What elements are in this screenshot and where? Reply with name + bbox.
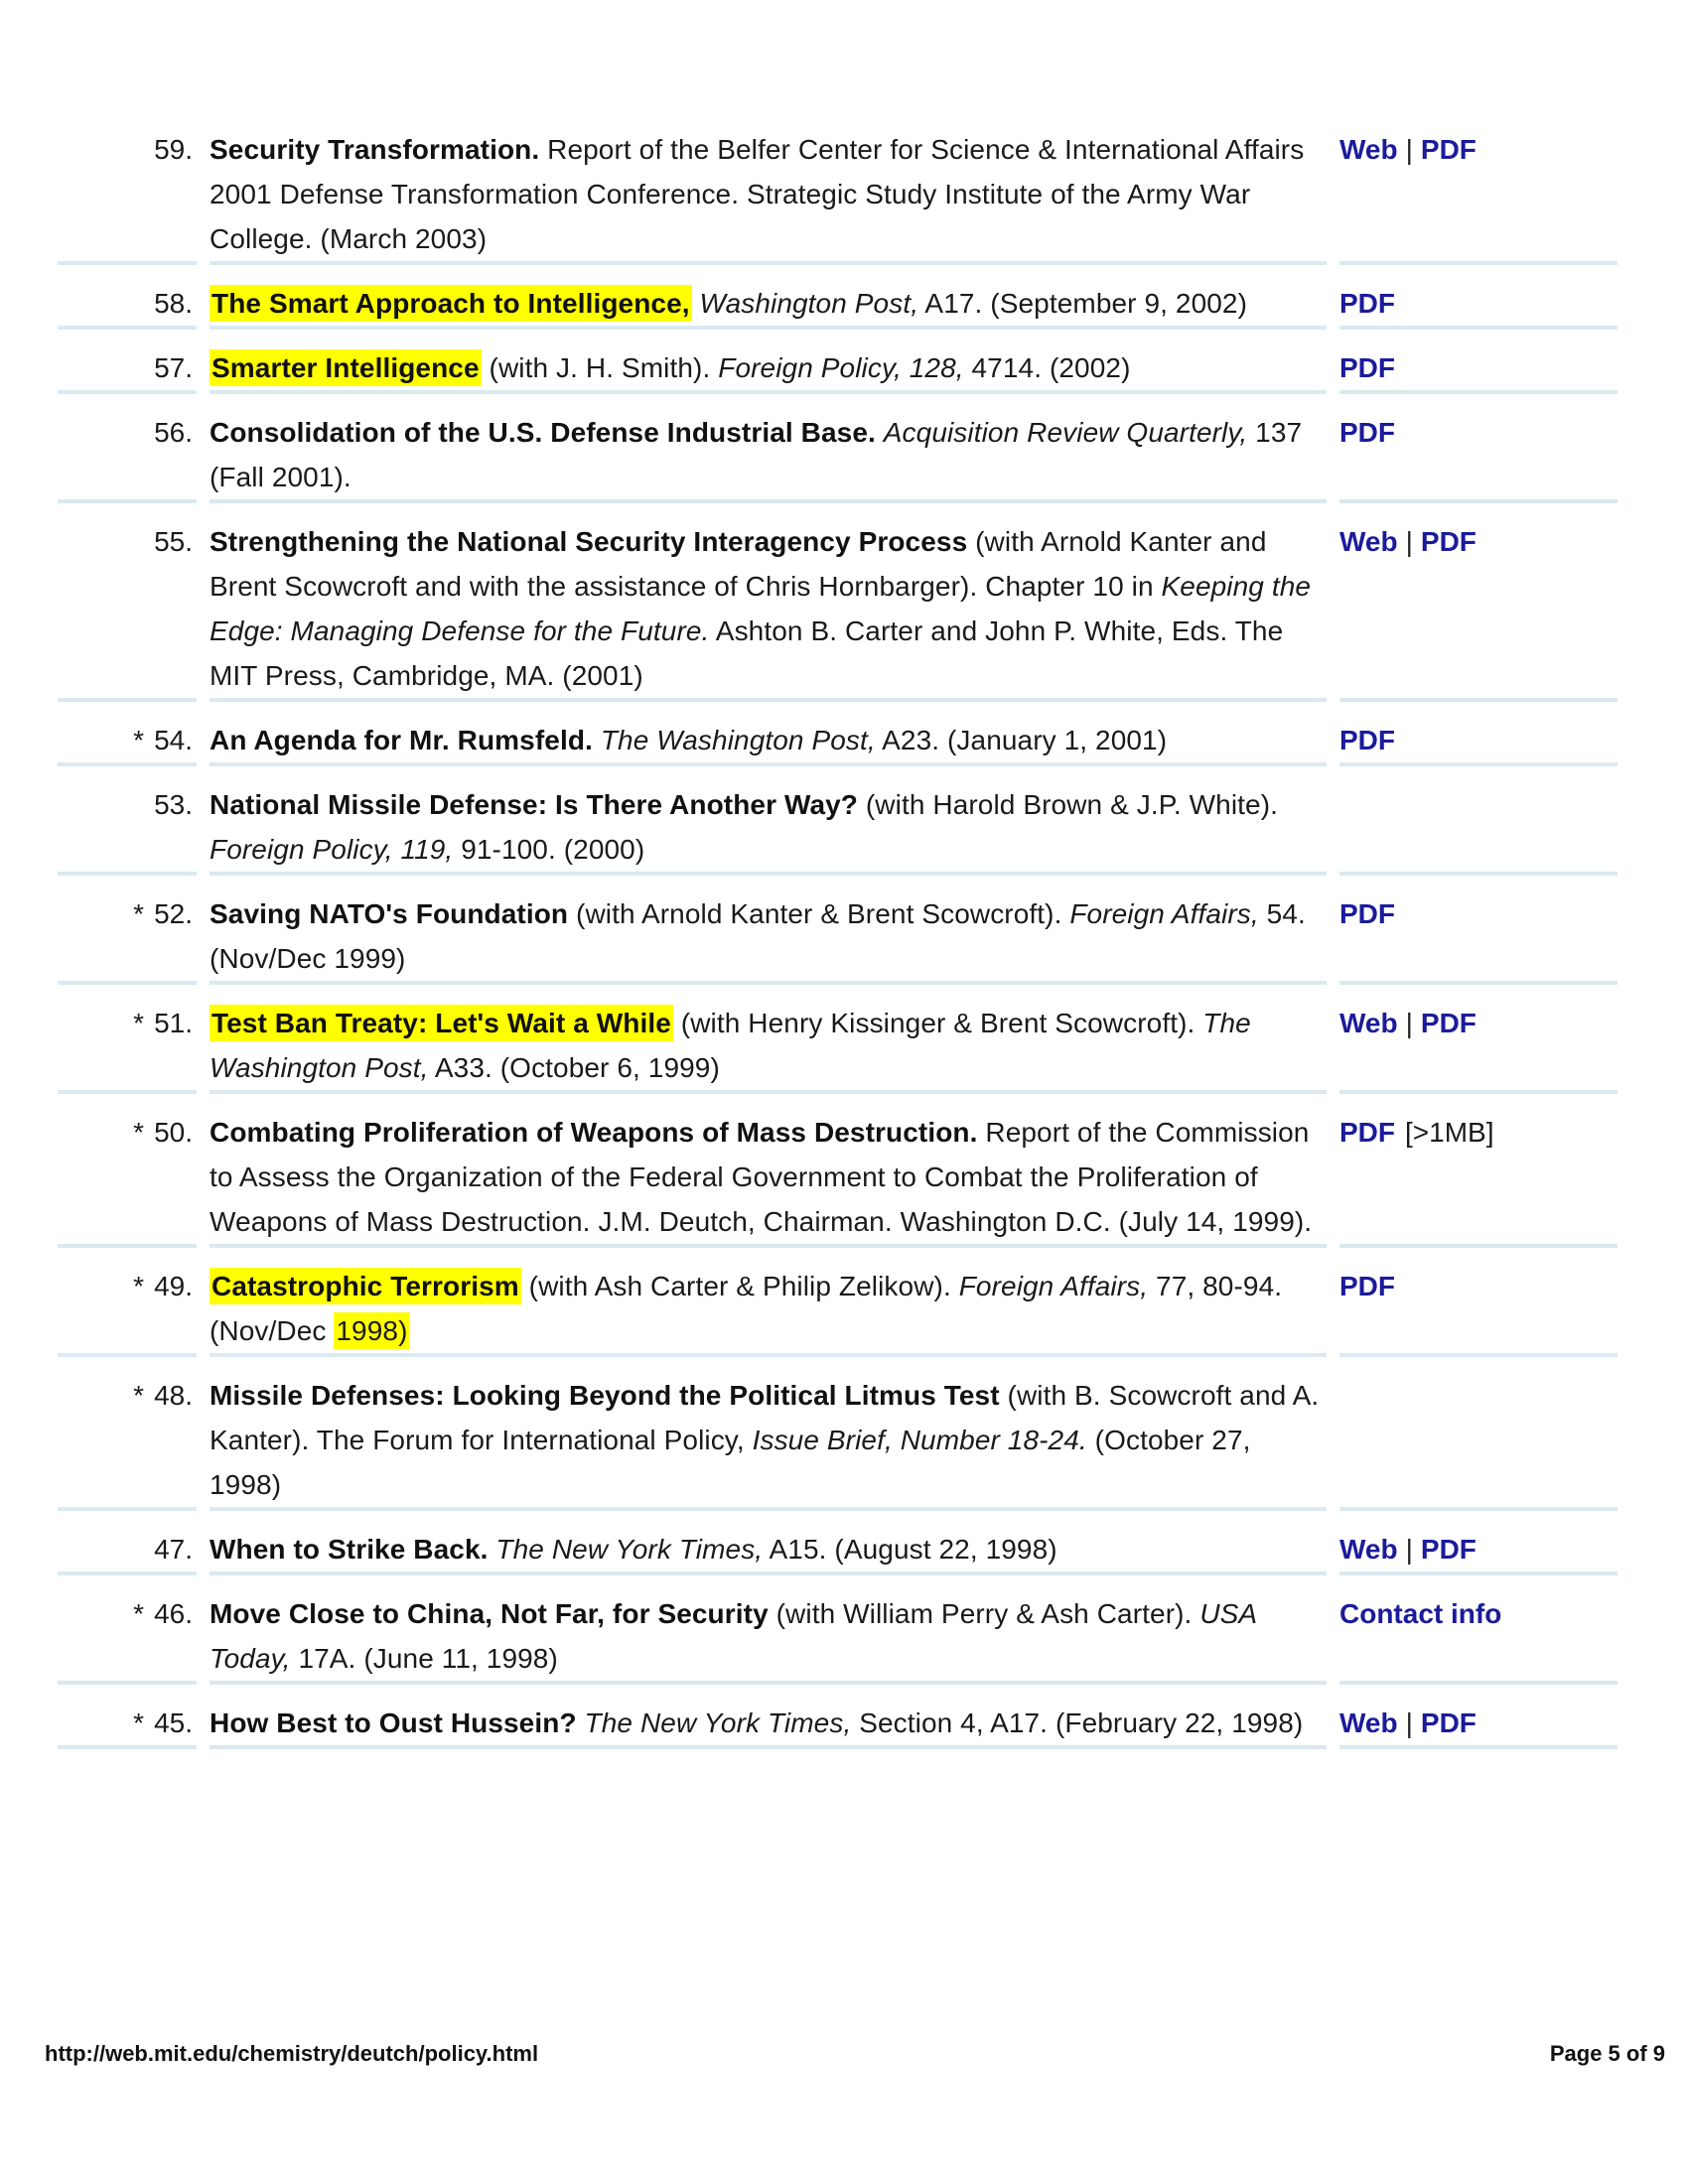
entry-gutter [58,1094,197,1248]
citation-text: 91-100. (2000) [453,834,645,865]
star-marker: * [133,1380,145,1411]
entry-number: 56. [154,417,193,448]
entry-gutter [58,265,197,330]
citation-source: The Washington Post, [210,1008,1251,1083]
citation-title: Combating Proliferation of Weapons of Mass Destruction. [210,1117,978,1148]
entry-number: 50. [154,1117,193,1148]
link-separator: | [1405,526,1413,557]
citation-text: Section 4, A17. (February 22, 1998) [851,1707,1304,1738]
star-marker: * [133,1271,145,1301]
publication-entry [58,766,1618,876]
citation-source: Foreign Policy, 119, [210,834,454,865]
citation [210,702,1327,766]
citation [210,1248,1327,1357]
entry-number: 52. [154,898,193,929]
citation-title: National Missile Defense: Is There Another Way? [210,789,858,820]
citation-source: Washington Post, [699,288,919,319]
citation [210,1511,1327,1575]
citation-title: Consolidation of the U.S. Defense Industrial Base. [210,417,876,448]
citation-title-highlighted: Test Ban Treaty: Let's Wait a While [210,1005,673,1041]
citation-title: Move Close to China, Not Far, for Security [210,1598,769,1629]
entry-gutter [58,766,197,876]
entry-links [1339,876,1618,985]
entry-gutter [58,1575,197,1685]
citation-source: Foreign Policy, 128, [718,352,964,383]
citation-text: (with Arnold Kanter and Brent Scowcroft and with the assistance of Chris Hornbarger). Chapter 10 in [210,526,1267,602]
star-marker: * [133,725,145,755]
entry-gutter [58,985,197,1094]
entry-links [1339,1357,1618,1511]
pdf-link[interactable]: PDF [1420,134,1477,165]
web-link[interactable]: Web [1339,1008,1398,1038]
pdf-link[interactable]: PDF [1420,1008,1477,1038]
publication-entry [58,394,1618,503]
citation [210,265,1327,330]
citation [210,394,1327,503]
entry-gutter [58,1511,197,1575]
entry-gutter [58,394,197,503]
web-link[interactable]: Web [1339,526,1398,557]
entry-number: 54. [154,725,193,755]
entry-number: 51. [154,1008,193,1038]
contact-info-link[interactable]: Contact info [1339,1598,1502,1629]
citation [210,111,1327,265]
citation-text [692,288,700,319]
citation-text: (October 27, 1998) [210,1425,1251,1500]
citation-text [577,1707,585,1738]
citation-source: Keeping the Edge: Managing Defense for the Future. [210,571,1312,646]
publication-entry [58,1248,1618,1357]
citation-title: Strengthening the National Security Interagency Process [210,526,968,557]
entry-gutter [58,876,197,985]
citation-title-highlighted: Catastrophic Terrorism [210,1268,521,1304]
citation-text: (with B. Scowcroft and A. Kanter). The Forum for International Policy, [210,1380,1320,1455]
citation-text: A15. (August 22, 1998) [763,1534,1057,1565]
entry-gutter [58,702,197,766]
citation-source: Foreign Affairs, [958,1271,1149,1301]
citation-text [593,725,601,755]
citation-text: (with Harold Brown & J.P. White). [858,789,1279,820]
citation-text: 77, 80-94. (Nov/Dec [210,1271,1283,1346]
web-link[interactable]: Web [1339,1534,1398,1565]
citation-text: A33. (October 6, 1999) [428,1052,720,1083]
citation-text: 17A. (June 11, 1998) [290,1643,558,1674]
entry-links [1339,330,1618,394]
pdf-link[interactable]: PDF [1339,417,1395,448]
star-marker: * [133,1707,145,1738]
pdf-link[interactable]: PDF [1339,725,1395,755]
web-link[interactable]: Web [1339,1707,1398,1738]
citation-text: A17. (September 9, 2002) [918,288,1248,319]
entry-number: 58. [154,288,193,319]
file-size-note: [>1MB] [1405,1117,1494,1148]
entry-links [1339,503,1618,702]
pdf-link[interactable]: PDF [1339,352,1395,383]
citation-source: Foreign Affairs, [1069,898,1259,929]
citation-text: Ashton B. Carter and John P. White, Eds. The MIT Press, Cambridge, MA. (2001) [210,615,1284,691]
entry-links [1339,1511,1618,1575]
page-footer [0,2041,1688,2067]
citation-text: A23. (January 1, 2001) [875,725,1168,755]
pdf-link[interactable]: PDF [1339,1271,1395,1301]
entry-links [1339,702,1618,766]
web-link[interactable]: Web [1339,134,1398,165]
star-marker: * [133,1117,145,1148]
citation-text: Report of the Belfer Center for Science & International Affairs 2001 Defense Transformation Conference. Strategic Study Institute of the Army War College. (March 2003) [210,134,1305,254]
citation [210,1575,1327,1685]
citation [210,876,1327,985]
citation-text [876,417,884,448]
entry-number: 57. [154,352,193,383]
citation-text-highlighted: 1998) [334,1312,409,1349]
publication-entry [58,1575,1618,1685]
citation-source: Acquisition Review Quarterly, [883,417,1248,448]
link-separator: | [1405,1008,1413,1038]
citation-title: Security Transformation. [210,134,540,165]
pdf-link[interactable]: PDF [1339,288,1395,319]
publication-entry [58,985,1618,1094]
entry-links [1339,265,1618,330]
entry-number: 55. [154,526,193,557]
publication-entry [58,503,1618,702]
publication-entry [58,265,1618,330]
citation-text: 54. (Nov/Dec 1999) [210,898,1306,974]
entry-number: 48. [154,1380,193,1411]
citation-text: 4714. (2002) [963,352,1131,383]
star-marker: * [133,1008,145,1038]
entry-number: 47. [154,1534,193,1565]
citation-title: Saving NATO's Foundation [210,898,569,929]
pdf-link[interactable]: PDF [1339,898,1395,929]
entry-number: 53. [154,789,193,820]
citation-source: The New York Times, [495,1534,764,1565]
entry-gutter [58,1357,197,1511]
footer-url: http://web.mit.edu/chemistry/deutch/policy.html [45,2041,539,2066]
pdf-link[interactable]: PDF [1420,526,1477,557]
entry-number: 49. [154,1271,193,1301]
citation [210,503,1327,702]
entry-links [1339,1094,1618,1248]
entry-gutter [58,330,197,394]
entry-number: 45. [154,1707,193,1738]
publication-entry [58,702,1618,766]
citation-title: When to Strike Back. [210,1534,489,1565]
citation-title: An Agenda for Mr. Rumsfeld. [210,725,593,755]
citation-text: (with Arnold Kanter & Brent Scowcroft). [568,898,1070,929]
star-marker: * [133,898,145,929]
citation [210,985,1327,1094]
entry-gutter [58,111,197,265]
entry-links [1339,394,1618,503]
citation [210,1357,1327,1511]
citation-text: (with Ash Carter & Philip Zelikow). [520,1271,959,1301]
publication-entry [58,330,1618,394]
publication-entry [58,111,1618,265]
citation-source: The Washington Post, [600,725,876,755]
link-separator: | [1405,134,1413,165]
citation [210,766,1327,876]
pdf-link[interactable]: PDF [1339,1117,1395,1148]
publication-entry [58,1685,1618,1749]
citation-source: Issue Brief, Number 18-24. [752,1425,1087,1455]
publication-list [58,111,1618,1749]
entry-gutter [58,503,197,702]
citation [210,1685,1327,1749]
citation-source: USA Today, [210,1598,1257,1674]
citation [210,1094,1327,1248]
citation [210,330,1327,394]
citation-text: 137 (Fall 2001). [210,417,1303,492]
pdf-link[interactable]: PDF [1420,1534,1477,1565]
citation-title: Missile Defenses: Looking Beyond the Political Litmus Test [210,1380,1000,1411]
entry-number: 59. [154,134,193,165]
star-marker: * [133,1598,145,1629]
publication-entry [58,1511,1618,1575]
entry-links [1339,1685,1618,1749]
citation-title-highlighted: The Smart Approach to Intelligence, [210,285,692,322]
page-number: Page 5 of 9 [1549,2041,1665,2066]
entry-links [1339,1248,1618,1357]
entry-number: 46. [154,1598,193,1629]
entry-links [1339,1575,1618,1685]
citation-text: (with J. H. Smith). [481,352,719,383]
link-separator: | [1405,1707,1413,1738]
citation-text: (with William Perry & Ash Carter). [768,1598,1200,1629]
citation-text: (with Henry Kissinger & Brent Scowcroft). [672,1008,1203,1038]
link-separator: | [1405,1534,1413,1565]
publication-entry [58,876,1618,985]
citation-text: Report of the Commission to Assess the Organization of the Federal Government to Combat the Proliferation of Weapons of Mass Destruction. J.M. Deutch, Chairman. Washington D.C. (July 14, 1999). [210,1117,1313,1237]
publication-entry [58,1094,1618,1248]
citation-title-highlighted: Smarter Intelligence [210,349,482,386]
entry-links [1339,985,1618,1094]
entry-gutter [58,1248,197,1357]
entry-links [1339,766,1618,876]
entry-links [1339,111,1618,265]
pdf-link[interactable]: PDF [1420,1707,1477,1738]
citation-title: How Best to Oust Hussein? [210,1707,577,1738]
publication-entry [58,1357,1618,1511]
citation-source: The New York Times, [584,1707,852,1738]
entry-gutter [58,1685,197,1749]
